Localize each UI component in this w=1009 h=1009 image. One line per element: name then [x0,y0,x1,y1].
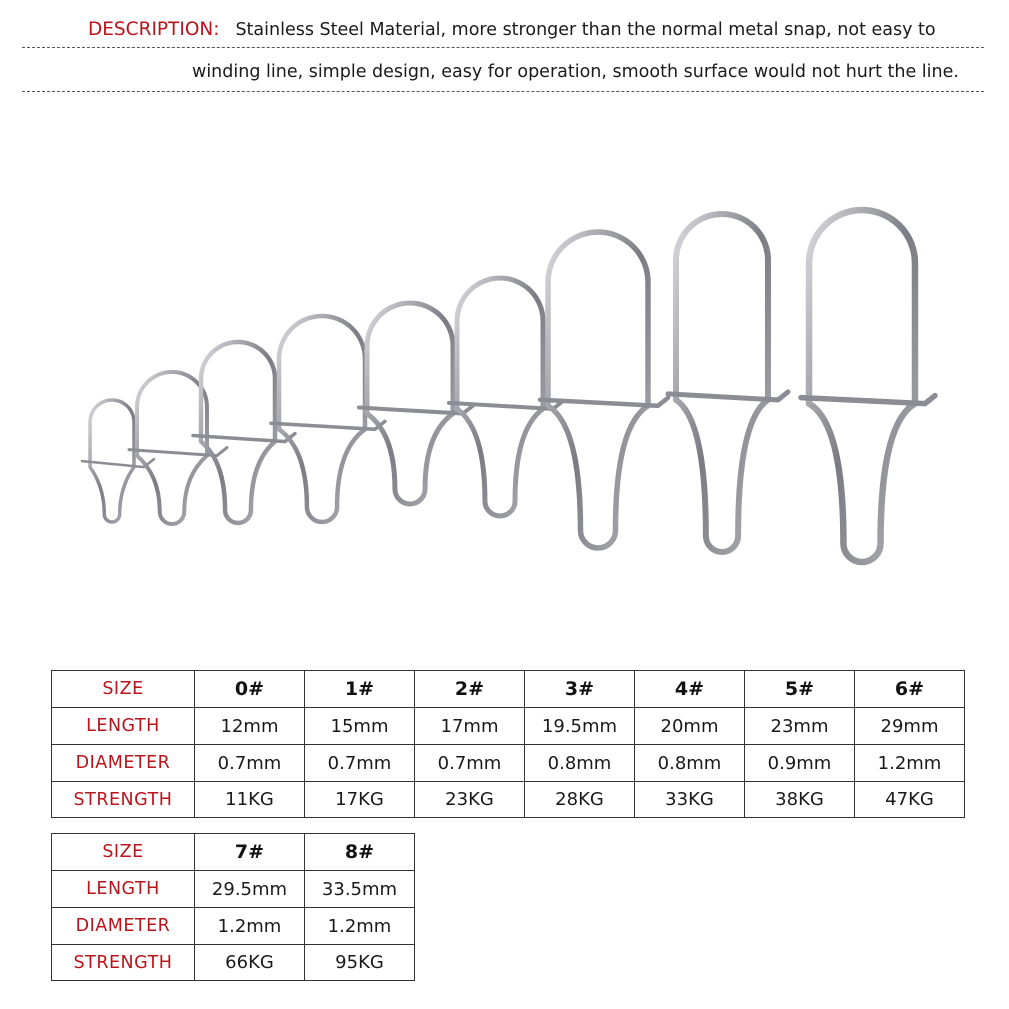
table-row-diameter [52,745,965,782]
description-line-1 [88,19,1009,40]
diameter-cell: 0.7mm [415,745,525,782]
row-label-length: LENGTH [52,708,195,745]
row-label-size: SIZE [52,834,195,871]
size-cell: 6# [855,671,965,708]
diameter-cell: 0.7mm [305,745,415,782]
description-text-1: Stainless Steel Material, more stronger than the normal metal snap, not easy to [235,20,936,40]
snap-latch-icon [271,421,385,429]
row-label-diameter: DIAMETER [52,908,195,945]
product-photo [0,150,1009,620]
length-cell: 17mm [415,708,525,745]
spec-table-2 [51,833,415,981]
strength-cell: 23KG [415,782,525,818]
divider [22,47,984,48]
length-cell: 19.5mm [525,708,635,745]
snap-clip-icon [201,342,275,523]
diameter-cell: 0.8mm [525,745,635,782]
diameter-cell: 1.2mm [195,908,305,945]
size-cell: 1# [305,671,415,708]
length-cell: 29mm [855,708,965,745]
size-cell: 3# [525,671,635,708]
diameter-cell: 1.2mm [305,908,415,945]
diameter-cell: 0.8mm [635,745,745,782]
snap-clip-icon [90,400,134,522]
length-cell: 12mm [195,708,305,745]
divider [22,91,984,92]
snap-clip-icon [809,210,915,562]
size-cell: 7# [195,834,305,871]
size-cell: 4# [635,671,745,708]
strength-cell: 66KG [195,945,305,981]
table-row-strength [52,945,415,981]
snap-clip-icon [137,372,207,524]
strength-cell: 28KG [525,782,635,818]
strength-cell: 17KG [305,782,415,818]
size-cell: 5# [745,671,855,708]
spec-table-1 [51,670,965,818]
row-label-strength: STRENGTH [52,782,195,818]
length-cell: 23mm [745,708,855,745]
snap-clip-icon [676,214,768,552]
row-label-size: SIZE [52,671,195,708]
strength-cell: 38KG [745,782,855,818]
table-row-size [52,834,415,871]
snap-clip-icon [279,316,365,522]
diameter-cell: 1.2mm [855,745,965,782]
row-label-length: LENGTH [52,871,195,908]
length-cell: 33.5mm [305,871,415,908]
description-label: DESCRIPTION: [88,19,220,40]
description-line-2 [192,62,1009,82]
length-cell: 29.5mm [195,871,305,908]
table-row-diameter [52,908,415,945]
table-row-strength [52,782,965,818]
length-cell: 15mm [305,708,415,745]
snap-clip-icon-group [82,210,935,562]
diameter-cell: 0.9mm [745,745,855,782]
size-cell: 8# [305,834,415,871]
length-cell: 20mm [635,708,745,745]
size-cell: 2# [415,671,525,708]
table-row-length [52,871,415,908]
snap-clip-icon [367,303,453,504]
table-row-size [52,671,965,708]
row-label-diameter: DIAMETER [52,745,195,782]
table-row-length [52,708,965,745]
strength-cell: 47KG [855,782,965,818]
size-cell: 0# [195,671,305,708]
snap-clip-icon [457,278,543,516]
snap-clip-icon [548,232,648,548]
row-label-strength: STRENGTH [52,945,195,981]
strength-cell: 95KG [305,945,415,981]
strength-cell: 11KG [195,782,305,818]
description-text-2: winding line, simple design, easy for operation, smooth surface would not hurt the line. [192,62,959,82]
strength-cell: 33KG [635,782,745,818]
diameter-cell: 0.7mm [195,745,305,782]
